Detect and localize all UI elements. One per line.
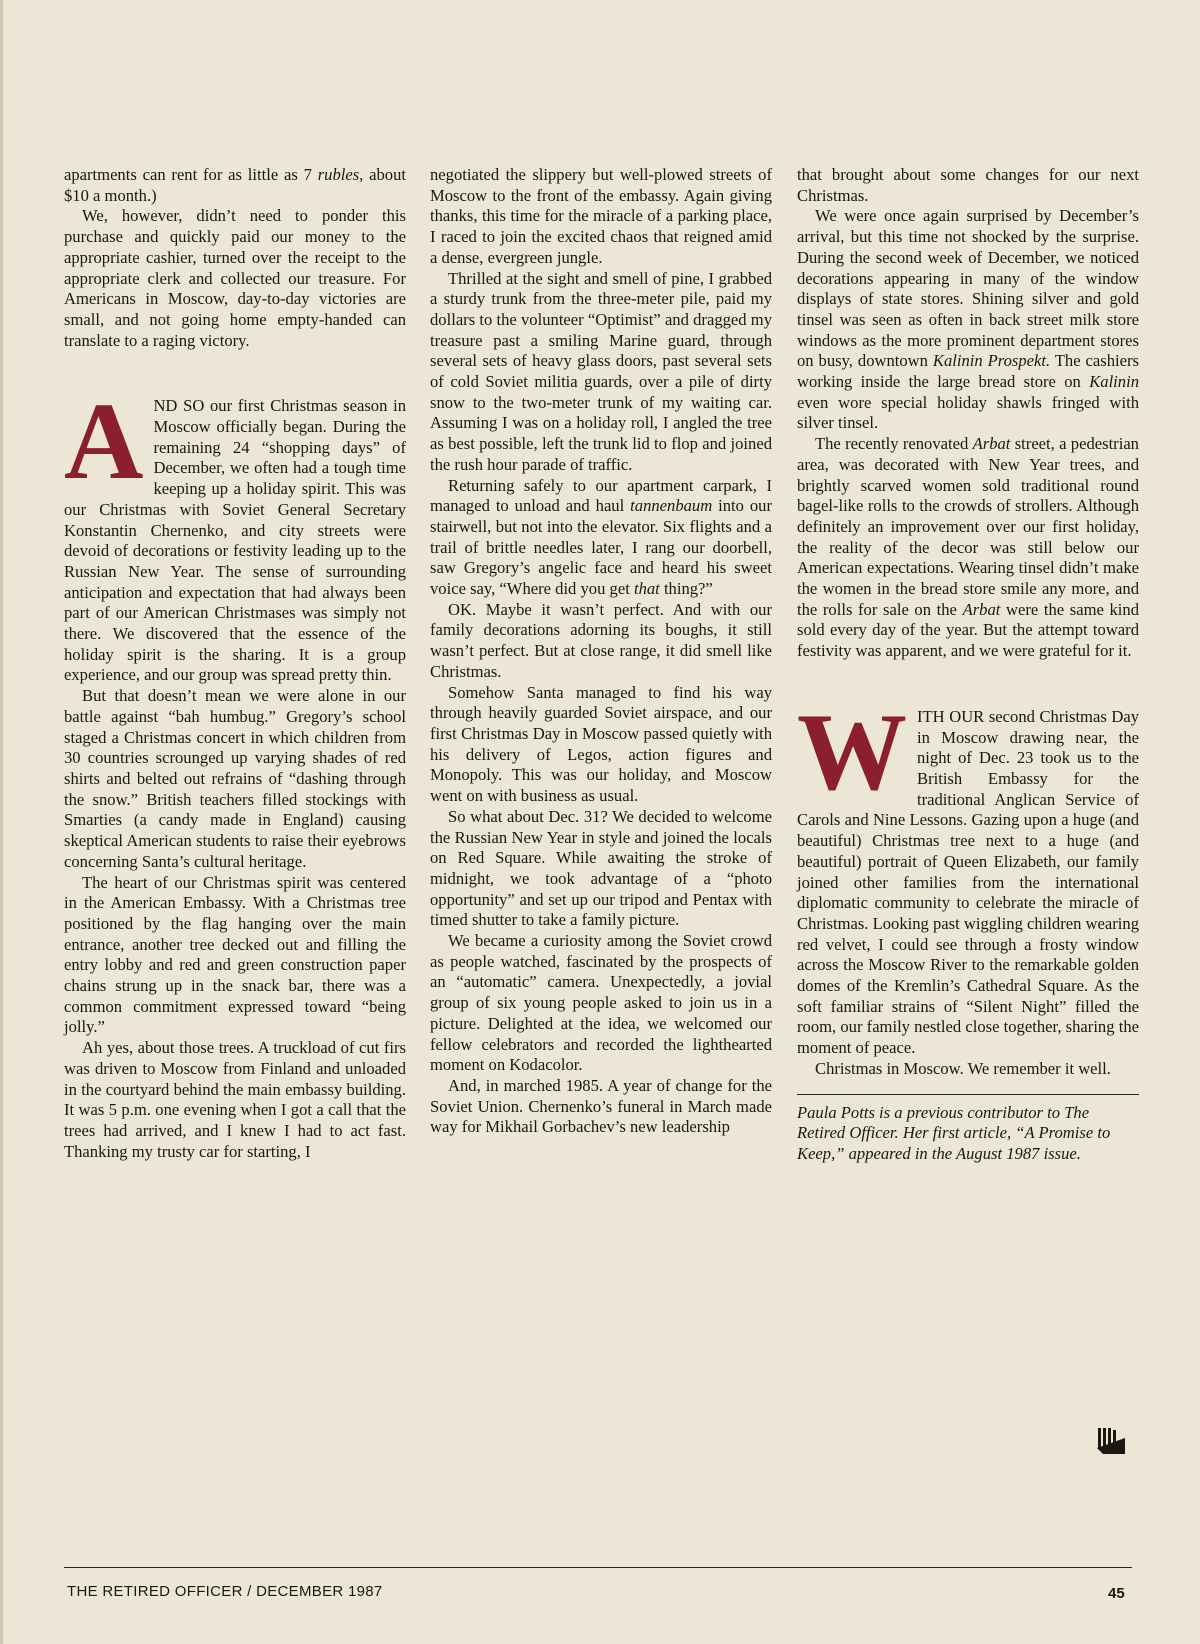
text-run: apartments can rent for as little as 7 [64, 165, 318, 184]
italic-text-run: Arbat [962, 599, 1001, 619]
text-run: We, however, didn’t need to ponder this purchase and quickly paid our money to the appropriate cashier, turned over the receipt to the appropriate clerk and collected our treasure. For Americans in Moscow, day-to-day victories are small, and not going home empty-handed can translate to a raging victory. [64, 206, 406, 350]
footer-publication-line: THE RETIRED OFFICER / DECEMBER 1987 [67, 1583, 383, 1600]
text-run: even wore special holiday shawls fringed with silver tinsel. [797, 392, 1139, 433]
body-paragraph [64, 686, 406, 872]
body-paragraph [430, 931, 772, 1076]
section-opening-paragraph [64, 380, 406, 686]
text-run: And, in marched 1985. A year of change for the Soviet Union. Chernenko’s funeral in March made way for Mikhail Gorbachev’s new leadership [430, 1075, 772, 1137]
page-number: 45 [1108, 1585, 1125, 1602]
drop-cap-letter: A [64, 380, 144, 503]
body-paragraph [797, 206, 1139, 434]
text-run: street, a pedestrian area, was decorated with New Year trees, and brightly scarved women sold traditional round bagel-like rolls to the crowds of strollers. Although definitely an improvement over our first holiday, the reality of the decor was still below our American expectations. Wearing tinsel didn’t make the women in the bread store smile any more, and the rolls for sale on the [797, 434, 1139, 619]
body-paragraph [430, 269, 772, 476]
text-run: But that doesn’t mean we were alone in our battle against “bah humbug.” Gregory’s school staged a Christmas concert in which children from 30 countries scrounged up varying shades of red shirts and belted out refrains of “dashing through the snow.” British teachers filled stockings with Smarties (a candy made in England) causing skeptical American students to raise their eyebrows concerning Santa’s cultural heritage. [64, 686, 406, 871]
body-paragraph [64, 1038, 406, 1162]
body-paragraph [64, 165, 406, 206]
body-paragraph [430, 600, 772, 683]
text-run: Christmas in Moscow. We remember it well. [815, 1058, 1111, 1078]
text-run: about $10 a month.) [64, 165, 406, 205]
italic-text-run: rubles, [317, 165, 364, 184]
text-run: The heart of our Christmas spirit was centered in the American Embassy. With a Christmas tree positioned by the flag hanging over the main entrance, another tree decked out and filling the entry lobby and red and green construction paper chains strung up in the snack bar, there was a common commitment expressed toward “being jolly.” [64, 872, 406, 1037]
italic-text-run: Arbat [972, 434, 1011, 454]
italic-text-run: Kalinin [1089, 372, 1139, 392]
column-2 [430, 165, 772, 1138]
text-run: OK. Maybe it wasn’t perfect. And with our family decorations adorning its boughs, it still wasn’t perfect. But at close range, it did smell like Christmas. [430, 599, 772, 681]
body-paragraph [64, 206, 406, 351]
column-1 [64, 165, 406, 1162]
footer-rule [64, 1567, 1132, 1568]
italic-text-run: tannenbaum [630, 496, 713, 516]
body-paragraph [797, 434, 1139, 662]
text-run: thing?” [659, 579, 713, 599]
text-run: into our stairwell, but not into the elevator. Six flights and a trail of brittle needles later, I rang our doorbell, saw Gregory’s angelic face and heard his sweet voice say, “Where did you get [430, 496, 773, 599]
byline-divider [797, 1094, 1139, 1095]
drop-cap-letter: W [797, 690, 907, 813]
text-run: Returning safely to our apartment carpark, I managed to unload and haul [430, 475, 772, 516]
text-run: Thrilled at the sight and smell of pine, I grabbed a sturdy trunk from the three-meter pile, paid my dollars to the volunteer “Optimist” and dragged my treasure past a smiling Marine guard, through several sets of heavy glass doors, past several sets of cold Soviet militia guards, over a pile of dirty snow to the two-meter trunk of my waiting car. Assuming I was on a holiday roll, I angled the tree as best possible, left the trunk lid to flop and joined the rush hour parade of traffic. [430, 268, 772, 474]
italic-text-run: Kalinin Prospekt. [932, 351, 1051, 371]
text-run: that brought about some changes for our next Christmas. [797, 165, 1139, 205]
text-run: We became a curiosity among the Soviet crowd as people watched, fascinated by the prospects of an “automatic” camera. Unexpectedly, a jovial group of six young people asked to join us in a picture. Delighted at the idea, we welcomed our fellow celebrators and recorded the lighthearted moment on Kodacolor. [430, 931, 772, 1075]
text-run: The Retired Officer. [797, 1102, 1090, 1143]
section-opening-paragraph [797, 690, 1139, 1059]
page-edge [0, 0, 3, 1644]
body-paragraph [797, 165, 1139, 206]
italic-text-run: that [633, 579, 660, 599]
end-of-article-mark-icon [1095, 1426, 1127, 1456]
text-run: negotiated the slippery but well-plowed streets of Moscow to the front of the embassy. Again giving thanks, this time for the miracle of a parking place, I raced to join the excited chaos that reigned amid a dense, evergreen jungle. [430, 165, 772, 267]
body-paragraph [430, 683, 772, 807]
body-paragraph [430, 165, 772, 269]
text-run: ND SO our first Christmas season in Moscow officially began. During the remaining 24 “shopping days” of December, we often had a tough time keeping up a holiday spirit. This was our Christmas with Soviet General Secretary Konstantin Chernenko, and city streets were devoid of decorations or festivity leading up to the Russian New Year. The sense of surrounding anticipation and expectation that had always been part of our American Christmases was simply not there. We discovered that the essence of the holiday spirit is the sharing. It is a group experience, and our group was spread pretty thin. [64, 396, 406, 685]
body-paragraph [430, 476, 772, 600]
text-run: were the same kind sold every day of the year. But the attempt toward festivity was apparent, and we were grateful for it. [797, 599, 1139, 661]
body-paragraph [430, 1076, 772, 1138]
text-run: ITH OUR second Christmas Day in Moscow drawing near, the night of Dec. 23 took us to the British Embassy for the traditional Anglican Service of Carols and Nine Lessons. Gazing upon a huge (and beautiful) Christmas tree next to a huge (and beautiful) portrait of Queen Elizabeth, our family joined other families from the international diplomatic community to celebrate the miracle of Christmas. Looking past wiggling children wearing red velvet, I could see through a frosty window across the Moscow River to the remarkable golden domes of the Kremlin’s Cathedral Square. As the soft familiar strains of “Silent Night” filled the room, our family nestled close together, sharing the moment of peace. [797, 706, 1139, 1058]
italic-text-run: Her first article, “A Promise to Keep,” appeared in the August 1987 issue. [797, 1123, 1111, 1163]
text-run: The recently renovated [815, 434, 973, 454]
text-run: So what about Dec. 31? We decided to welcome the Russian New Year in style and joined the locals on Red Square. While awaiting the stroke of midnight, we took advantage of a “photo opportunity” and set up our tripod and Pentax with timed shutter to take a family picture. [430, 806, 772, 930]
author-byline [797, 1103, 1139, 1165]
italic-text-run: Paula Potts is a previous contributor to [797, 1102, 1065, 1122]
text-run: The cashiers working inside the large bread store on [797, 351, 1139, 392]
body-paragraph [430, 807, 772, 931]
text-run: We were once again surprised by December’s arrival, but this time not shocked by the surprise. During the second week of December, we noticed decorations appearing in many of the window displays of state stores. Shining silver and gold tinsel was seen as often in back street milk store windows as the more prominent department stores on busy, downtown [797, 206, 1139, 371]
text-run: Ah yes, about those trees. A truckload of cut firs was driven to Moscow from Finland and unloaded in the courtyard behind the main embassy building. It was 5 p.m. one evening when I got a call that the trees had arrived, and I knew I had to act fast. Thanking my trusty car for starting, I [64, 1038, 406, 1161]
body-paragraph [64, 873, 406, 1039]
column-3 [797, 165, 1139, 1165]
body-paragraph [797, 1059, 1139, 1080]
text-run: Somehow Santa managed to find his way through heavily guarded Soviet airspace, and our first Christmas Day in Moscow passed quietly with his delivery of Legos, action figures and Monopoly. This was our holiday, and Moscow went on with business as usual. [430, 682, 772, 806]
